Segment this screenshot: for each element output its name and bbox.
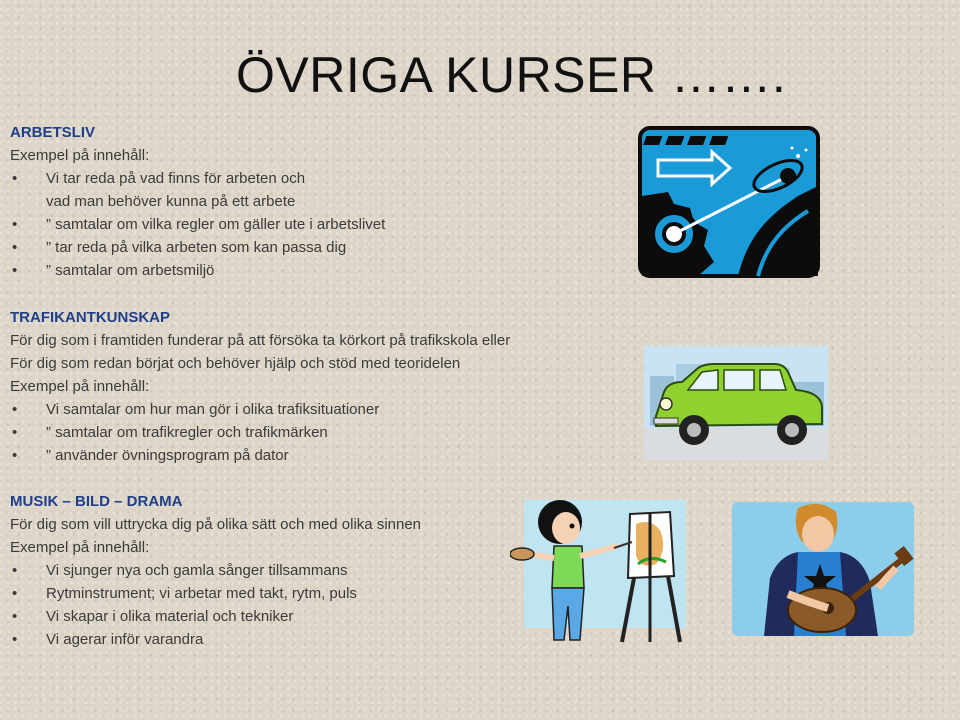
list-item: • Vi skapar i olika material och tekniker (10, 605, 421, 628)
list-item: • ” tar reda på vilka arbeten som kan passa dig (10, 236, 385, 259)
bullet-icon: • (12, 585, 18, 602)
section-trafikantkunskap (10, 306, 510, 467)
bullet-icon: • (12, 239, 18, 256)
bullet-icon: • (12, 562, 18, 579)
bullet-icon: • (12, 262, 18, 279)
section-line: Exempel på innehåll: (10, 378, 150, 395)
section-line: Exempel på innehåll: (10, 147, 150, 164)
section-line: För dig som i framtiden funderar på att försöka ta körkort på trafikskola eller (10, 332, 511, 349)
page-title: ÖVRIGA KURSER ……. (236, 47, 787, 103)
list-item: • Vi agerar inför varandra (10, 628, 421, 651)
list-item-continuation: vad man behöver kunna på ett arbete (46, 193, 296, 210)
list-item: • Rytminstrument; vi arbetar med takt, rytm, puls (10, 582, 421, 605)
list-item: • ” samtalar om trafikregler och trafikmärken (10, 421, 510, 444)
list-item: • ” använder övningsprogram på dator (10, 444, 510, 467)
section-heading: MUSIK – BILD – DRAMA (10, 493, 183, 510)
bullet-icon: • (12, 401, 18, 418)
list-item: • ” samtalar om arbetsmiljö (10, 259, 385, 282)
section-arbetsliv (10, 121, 385, 282)
bullet-icon: • (12, 216, 18, 233)
section-line: Exempel på innehåll: (10, 539, 150, 556)
guitar-player-illustration (728, 498, 918, 640)
section-heading: ARBETSLIV (10, 124, 96, 141)
list-item: • Vi tar reda på vad finns för arbeten och (10, 167, 385, 190)
bullet-icon: • (12, 424, 18, 441)
bullet-icon: • (12, 447, 18, 464)
section-musik-bild-drama (10, 490, 421, 651)
section-line: För dig som redan börjat och behöver hjälp och stöd med teoridelen (10, 355, 461, 372)
gear-road-illustration (638, 126, 820, 278)
list-item: • ” samtalar om vilka regler om gäller ute i arbetslivet (10, 213, 385, 236)
painter-girl-illustration (510, 494, 690, 644)
green-car-illustration (644, 346, 828, 460)
section-heading: TRAFIKANTKUNSKAP (10, 309, 170, 326)
bullet-icon: • (12, 631, 18, 648)
list-item: • Vi samtalar om hur man gör i olika trafiksituationer (10, 398, 510, 421)
bullet-icon: • (12, 608, 18, 625)
list-item: • Vi sjunger nya och gamla sånger tillsammans (10, 559, 421, 582)
bullet-icon: • (12, 170, 18, 187)
section-line: För dig som vill uttrycka dig på olika sätt och med olika sinnen (10, 516, 422, 533)
